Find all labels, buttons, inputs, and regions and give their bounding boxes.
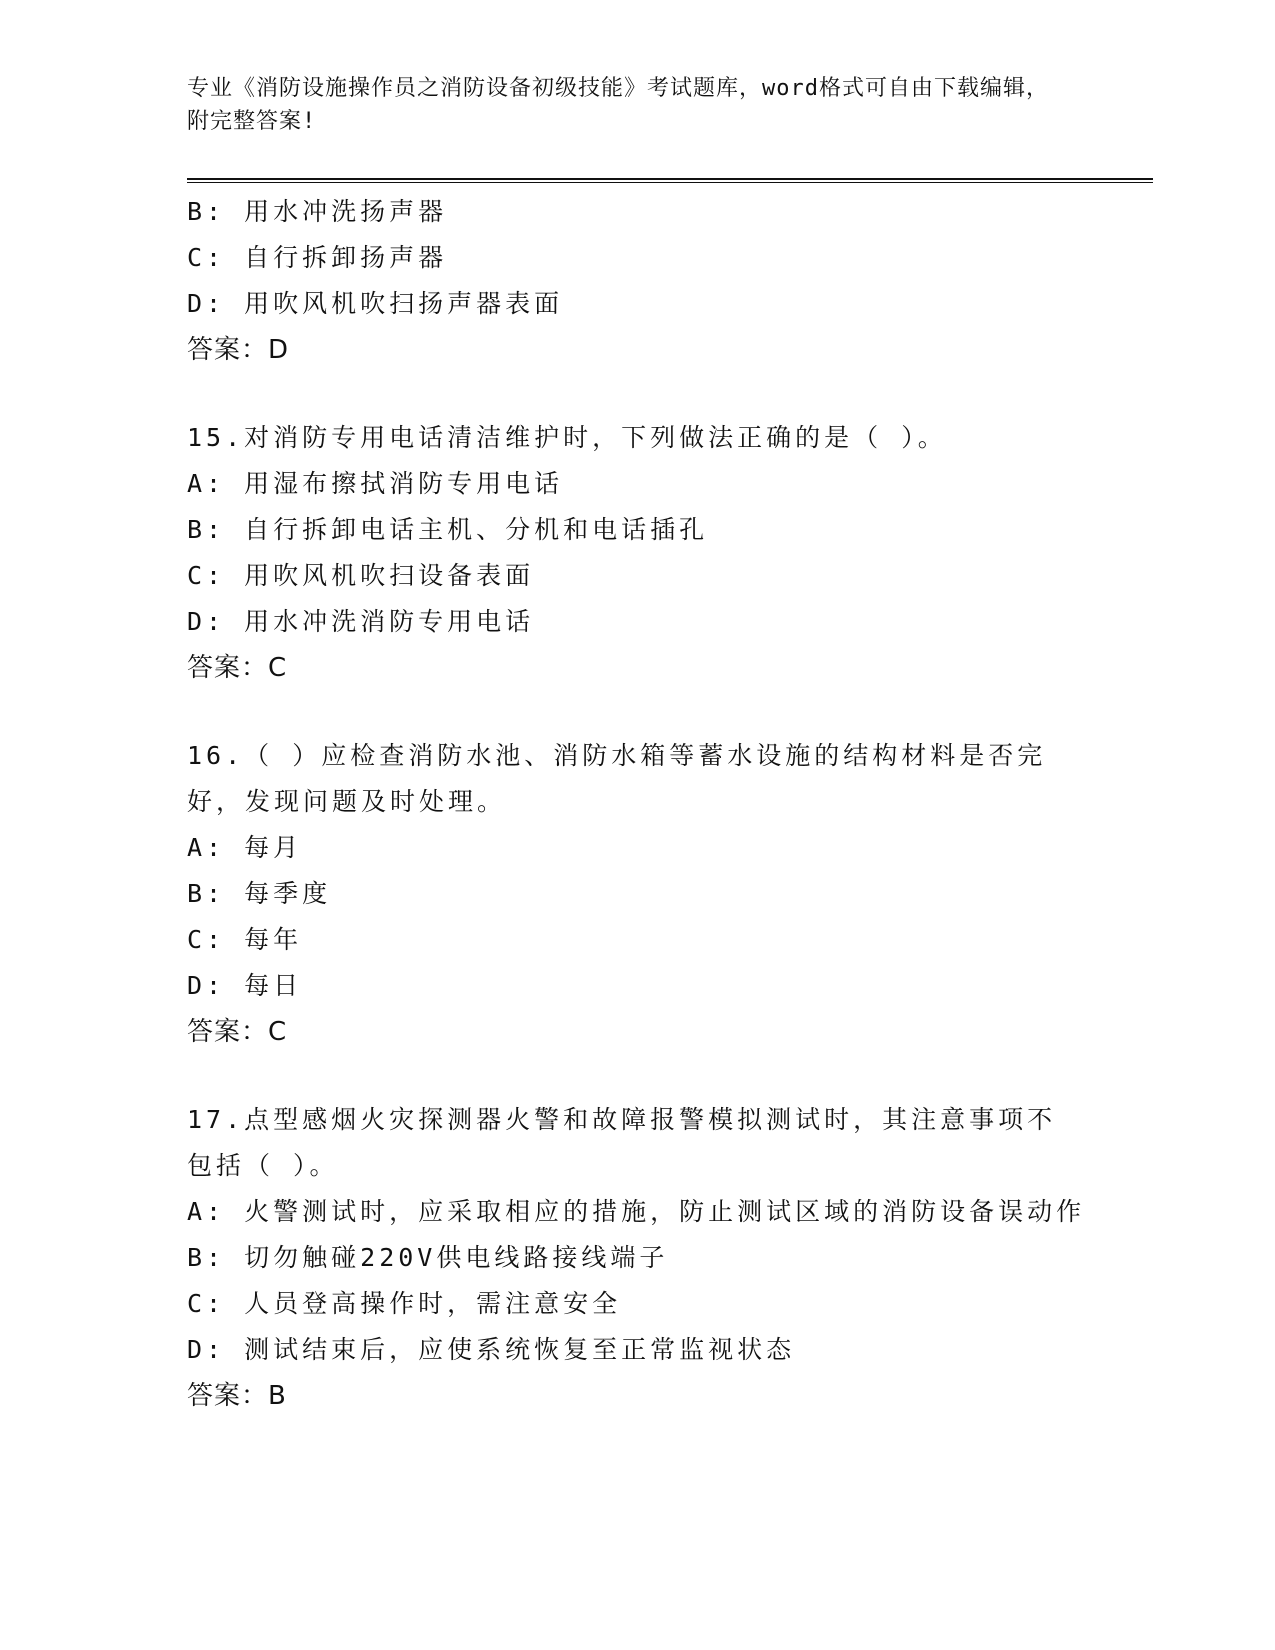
question-block-17 (187, 1097, 1087, 1419)
question-stem: 16.（ ）应检查消防水池、消防水箱等蓄水设施的结构材料是否完好，发现问题及时处理。 (187, 741, 1047, 816)
option-d: D: 用吹风机吹扫扬声器表面 (187, 289, 564, 318)
option-a: A: 用湿布擦拭消防专用电话 (187, 469, 564, 498)
option-b: B: 切勿触碰220V供电线路接线端子 (187, 1243, 669, 1272)
spacer (187, 1055, 1087, 1097)
answer-line: 答案：C (187, 1017, 288, 1047)
option-a: A: 每月 (187, 833, 303, 862)
document-body (187, 189, 1087, 1419)
option-c: C: 人员登高操作时，需注意安全 (187, 1289, 622, 1318)
option-d: D: 每日 (187, 971, 303, 1000)
answer-line: 答案：D (187, 335, 290, 365)
option-a: A: 火警测试时，应采取相应的措施，防止测试区域的消防设备误动作 (187, 1197, 1086, 1226)
option-d: D: 测试结束后，应使系统恢复至正常监视状态 (187, 1335, 796, 1364)
option-c: C: 自行拆卸扬声器 (187, 243, 448, 272)
option-b: B: 用水冲洗扬声器 (187, 197, 448, 226)
header-rule-thin (187, 182, 1153, 183)
option-d: D: 用水冲洗消防专用电话 (187, 607, 535, 636)
option-b: B: 每季度 (187, 879, 332, 908)
document-header: 专业《消防设施操作员之消防设备初级技能》考试题库，word格式可自由下载编辑，附完整答案! (187, 76, 1049, 134)
option-b: B: 自行拆卸电话主机、分机和电话插孔 (187, 515, 709, 544)
header-rule-thick (187, 178, 1153, 180)
answer-line: 答案：B (187, 1381, 287, 1411)
option-c: C: 用吹风机吹扫设备表面 (187, 561, 535, 590)
question-stem: 17.点型感烟火灾探测器火警和故障报警模拟测试时，其注意事项不包括（ ）。 (187, 1105, 1057, 1180)
spacer (187, 373, 1087, 415)
spacer (187, 691, 1087, 733)
question-block-14 (187, 189, 1087, 373)
question-block-15 (187, 415, 1087, 691)
question-stem: 15.对消防专用电话清洁维护时，下列做法正确的是（ ）。 (187, 423, 947, 452)
answer-line: 答案：C (187, 653, 288, 683)
question-block-16 (187, 733, 1087, 1055)
option-c: C: 每年 (187, 925, 303, 954)
